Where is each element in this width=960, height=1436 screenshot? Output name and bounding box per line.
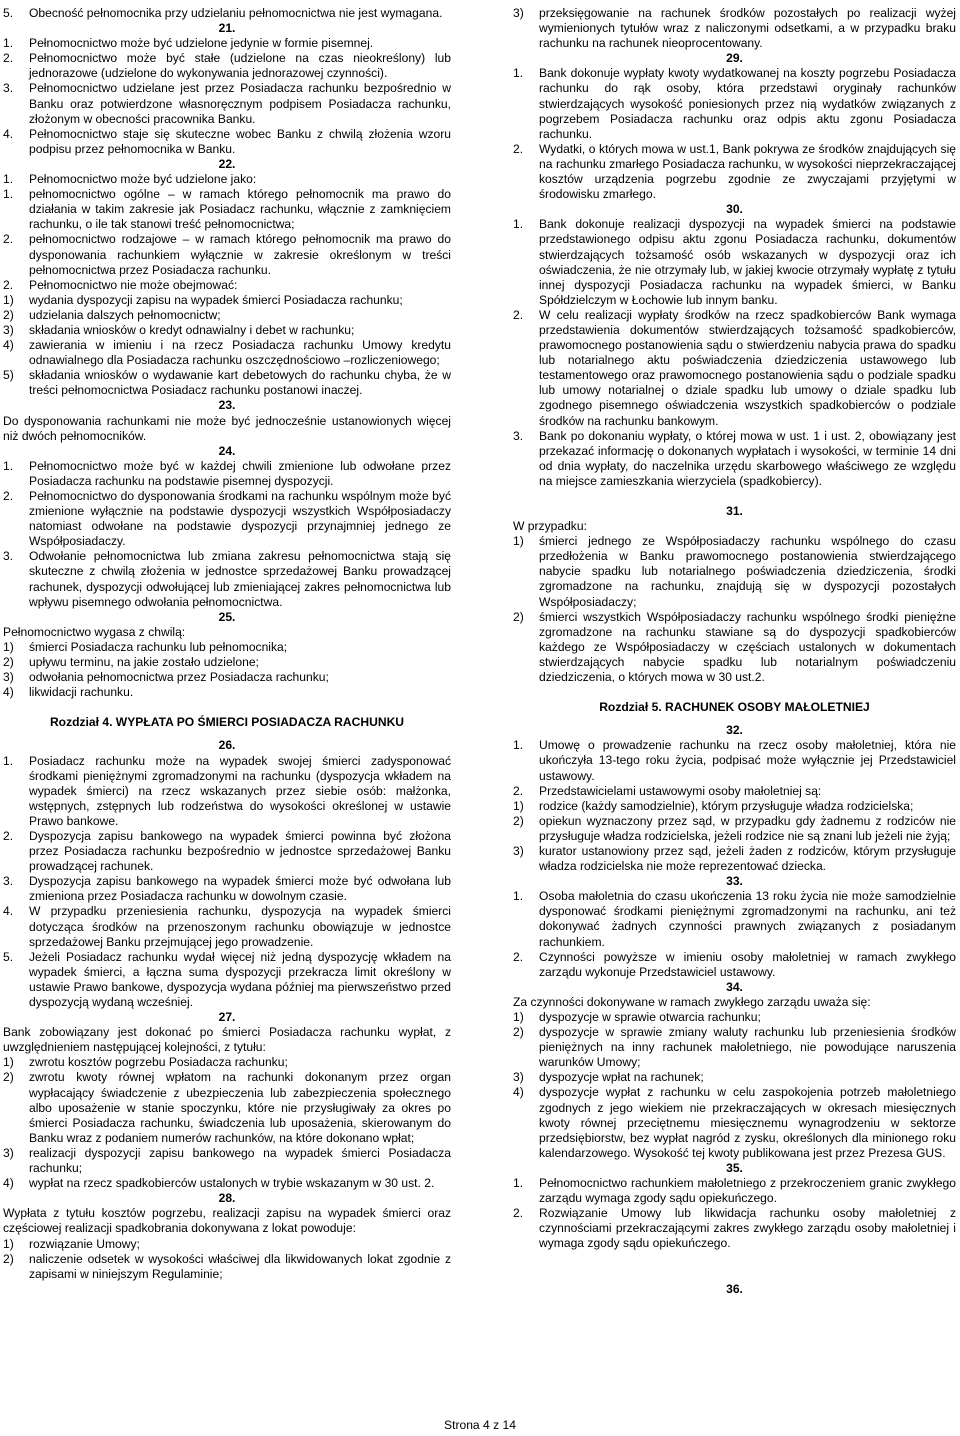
- item-text: dyspozycje w sprawie otwarcia rachunku;: [539, 1010, 761, 1024]
- item-text: Posiadacz rachunku może na wypadek swojej śmierci zadysponować środkami pieniężnymi zgromadzonymi na rachunku (dyspozycja wkładem na wypadek śmierci) na rzecz wskazanych przez siebie osób: małżonka, wstępnych, zstępnych lub rodzeństwa do wysokości określonej w ustawie Prawo bankowe.: [29, 753, 451, 828]
- item-text: Rozwiązanie Umowy lub likwidacja rachunku osoby małoletniej z czynnościami przekraczającymi zakres zwykłego zarządu osoby małoletniej i wymaga zgody sądu opiekuńczego.: [539, 1206, 956, 1251]
- item-text: Pełnomocnictwo może być udzielone jako:: [29, 172, 257, 187]
- item-text: udzielania dalszych pełnomocnictw;: [29, 307, 221, 322]
- spacer: [513, 1267, 956, 1282]
- item-number: 1): [3, 639, 14, 654]
- list-item: [3, 6, 451, 21]
- list-item: [3, 1146, 451, 1176]
- item-text: Pełnomocnictwo może być udzielone jedynie w formie pisemnej.: [29, 36, 374, 51]
- item-text: pełnomocnictwo ogólne – w ramach którego pełnomocnik ma prawo do działania w takim zakresie jak Posiadacz rachunku, włącznie z zamknięciem rachunku, o ile tak stanowi treść pełnomocnictwa;: [29, 187, 451, 232]
- item-text: dyspozycje wypłat z rachunku w celu zaspokojenia potrzeb małoletniego zgodnych z jego wiekiem nie przekraczających w okresach miesięcznych kwoty równej przeciętnemu miesięcznemu wynagrodzeniu w sektorze przedsiębiorstw, bez wypłat nagród z zysku, określonych dla minionego roku kalendarzowego. Wysokość tej kwoty publikowana jest przez Prezesa GUS.: [539, 1085, 956, 1160]
- item-text: śmierci jednego ze Współposiadaczy rachunku wspólnego do czasu przedłożenia w Banku prawomocnego postanowienia stwierdzającego nabycie spadku lub notarialnego poświadczenia dziedziczenia, środki zgromadzone na rachunku, znajdują się w dyspozycji pozostałych Współposiadaczy;: [539, 534, 956, 609]
- item-text: odwołania pełnomocnictwa przez Posiadacza rachunku;: [29, 670, 329, 685]
- list-item: [3, 685, 451, 700]
- list-item: [513, 799, 956, 814]
- list-item: [513, 429, 956, 489]
- paragraph: Wypłata z tytułu kosztów pogrzebu, realizacji zapisu na wypadek śmierci oraz częściowej realizacji spadkobrania dokonywana z lokat powoduje:: [3, 1206, 451, 1236]
- item-number: 4): [513, 1085, 524, 1100]
- list-item: [3, 1176, 451, 1191]
- list-item: [3, 187, 451, 232]
- item-number: 1): [3, 292, 14, 307]
- item-text: dyspozycje w sprawie zmiany waluty rachunku lub przeniesienia środków pieniężnych na inny rachunek małoletniego, nie powodujące naruszenia warunków Umowy;: [539, 1025, 956, 1070]
- list-item: [3, 293, 451, 308]
- list-item: [3, 338, 451, 368]
- item-text: opiekun wyznaczony przez sąd, w przypadku gdy żadnemu z rodziców nie przysługuje władza rodzicielska, jeżeli rodzice nie są znani lub jeżeli nie żyją;: [539, 813, 956, 843]
- item-number: 1): [513, 1010, 524, 1024]
- list-item: [513, 610, 956, 685]
- item-text: Odwołanie pełnomocnictwa lub zmiana zakresu pełnomocnictwa stają się skuteczne z chwilą złożenia w jednostce sprzedażowej Banku prowadzącej rachunek, dyspozycji odwołującej lub zmieniającej zakres pełnomocnictwa lub wpływu pisemnego odwołania pełnomocnictwa.: [29, 549, 451, 609]
- item-text: W celu realizacji wypłaty środków na rzecz spadkobierców Bank wymaga przedstawienia dokumentów stwierdzających tożsamość spadkobierców, prawomocnego postanowienia sądu o stwierdzeniu nabycia prawa do spadku lub notarialnego aktu poświadczenia dziedziczenia ustawowego lub testamentowego oraz prawomocnego postanowienia sądu o podziale spadku lub umowy notarialnej o dziale spadku lub umowy o dziale spadku lub zgodnego pisemnego oświadczenia wszystkich spadkobierców o podziale środków na rachunku bankowym.: [539, 307, 956, 428]
- list-item: [3, 36, 451, 51]
- list-item: [513, 1085, 956, 1160]
- item-text: wypłat na rzecz spadkobierców ustalonych w trybie wskazanym w 30 ust. 2.: [29, 1176, 435, 1191]
- item-number: 3): [3, 670, 14, 685]
- paragraph: Bank zobowiązany jest dokonać po śmierci Posiadacza rachunku wypłat, z uwzględnieniem następującej kolejności, z tytułu:: [3, 1025, 451, 1055]
- item-text: Dyspozycja zapisu bankowego na wypadek śmierci może być odwołana lub zmieniona przez Posiadacza rachunku w dowolnym czasie.: [29, 874, 451, 904]
- list-item: [513, 6, 956, 51]
- list-item: [513, 1025, 956, 1070]
- item-text: wydania dyspozycji zapisu na wypadek śmierci Posiadacza rachunku;: [29, 292, 403, 307]
- list-item: [513, 1176, 956, 1206]
- item-text: Obecność pełnomocnika przy udzielaniu pełnomocnictwa nie jest wymagana.: [29, 6, 443, 20]
- section-number: 29.: [726, 51, 743, 66]
- item-text: Pełnomocnictwo udzielane jest przez Posiadacza rachunku bezpośrednio w Banku oraz potwierdzone własnoręcznym podpisem Posiadacza rachunku, złożonym w obecności pracownika Banku.: [29, 81, 451, 126]
- list-item: [513, 889, 956, 949]
- section-number: 23.: [218, 398, 236, 413]
- list-item: [3, 1055, 451, 1070]
- list-item: [3, 489, 451, 549]
- paragraph: Pełnomocnictwo wygasa z chwilą:: [3, 624, 186, 639]
- page-footer: Strona 4 z 14: [444, 1418, 516, 1432]
- item-text: zwrotu kosztów pogrzebu Posiadacza rachunku;: [29, 1055, 288, 1070]
- item-number: 3): [513, 6, 524, 20]
- paragraph: Do dysponowania rachunkami nie może być jednocześnie ustanowionych więcej niż dwóch pełnomocników.: [3, 413, 451, 443]
- item-number: 2): [3, 1251, 14, 1266]
- section-number: 25.: [218, 609, 236, 624]
- item-number: 1.: [513, 738, 524, 753]
- item-number: 2): [513, 609, 524, 624]
- item-text: Pełnomocnictwo do dysponowania środkami na rachunku wspólnym może być zmienione wyłącznie na podstawie dyspozycji wszystkich Współposiadaczy natomiast odwołane na podstawie dyspozycji przynajmniej jednego ze Współposiadaczy.: [29, 489, 451, 549]
- list-item: [3, 549, 451, 609]
- item-number: 4): [3, 1176, 14, 1191]
- item-number: 3): [513, 843, 524, 858]
- spacer: [513, 685, 956, 700]
- spacer: [513, 489, 956, 504]
- section-number: 35.: [726, 1160, 743, 1175]
- item-number: 2): [3, 307, 14, 322]
- spacer: [513, 715, 956, 723]
- item-text: pełnomocnictwo rodzajowe – w ramach którego pełnomocnik ma prawo do dysponowania rachunkiem wyłącznie w zakresie określonym w treści pełnomocnictwa przez Posiadacza rachunku.: [29, 232, 451, 277]
- item-text: Przedstawicielami ustawowymi osoby małoletniej są:: [539, 783, 822, 798]
- paragraph: Za czynności dokonywane w ramach zwykłego zarządu uważa się:: [513, 994, 871, 1009]
- item-number: 2.: [513, 307, 524, 322]
- item-number: 1.: [513, 66, 524, 81]
- item-number: 3): [3, 1145, 14, 1160]
- item-number: 2.: [3, 277, 14, 292]
- item-number: 2.: [513, 783, 524, 798]
- item-text: W przypadku przeniesienia rachunku, dyspozycja na wypadek śmierci dotycząca środków na przenoszonym rachunku obowiązuje w jednostce sprzedażowej Banku przejmującej jego prowadzenie.: [29, 904, 451, 949]
- item-number: 2.: [3, 51, 14, 66]
- section-number: 34.: [726, 979, 743, 994]
- list-item: [513, 534, 956, 609]
- item-number: 1): [3, 1236, 14, 1251]
- item-text: składania wniosków o kredyt odnawialny i debet w rachunku;: [29, 322, 355, 337]
- list-item: [3, 368, 451, 398]
- item-text: Pełnomocnictwo może być w każdej chwili zmienione lub odwołane przez Posiadacza rachunku na podstawie pisemnej dyspozycji.: [29, 458, 451, 488]
- list-item: [3, 308, 451, 323]
- section-number: 32.: [726, 723, 743, 738]
- list-item: [513, 950, 956, 980]
- list-item: [3, 172, 451, 187]
- list-item: [513, 66, 956, 141]
- section-number: 33.: [726, 874, 743, 889]
- item-number: 4): [3, 338, 14, 353]
- item-text: dyspozycje wpłat na rachunek;: [539, 1070, 704, 1085]
- item-text: Dyspozycja zapisu bankowego na wypadek śmierci powinna być złożona przez Posiadacza rachunku bezpośrednio w jednostce sprzedażowej Banku prowadzącej rachunek.: [29, 828, 451, 874]
- item-number: 1.: [3, 753, 14, 768]
- item-number: 3): [513, 1070, 524, 1085]
- item-text: rodzice (każdy samodzielnie), którym przysługuje władza rodzicielska;: [539, 798, 914, 813]
- item-number: 1.: [3, 172, 14, 187]
- item-text: kurator ustanowiony przez sąd, jeżeli żaden z rodziców, którym przysługuje władza rodzicielska nie może reprezentować dziecka.: [539, 843, 956, 874]
- list-item: [3, 323, 451, 338]
- item-number: 3.: [3, 81, 14, 96]
- list-item: [513, 814, 956, 844]
- item-number: 4): [3, 685, 14, 700]
- chapter-heading: Rozdział 5. RACHUNEK OSOBY MAŁOLETNIEJ: [599, 700, 870, 715]
- item-number: 5.: [3, 6, 14, 20]
- item-text: Bank po dokonaniu wypłaty, o której mowa w ust. 1 i ust. 2, obowiązany jest przekazać informację o dokonanych wypłatach i wysokości, w terminie 14 dni od dnia wypłaty, do naczelnika urzędu skarbowego właściwego ze względu na miejsce zamieszkania wierzyciela (spadkobiercy).: [539, 428, 956, 488]
- item-number: 1): [513, 798, 524, 813]
- item-number: 1.: [3, 187, 14, 202]
- spacer: [3, 730, 451, 738]
- list-item: [3, 640, 451, 655]
- item-text: przeksięgowanie na rachunek środków pozostałych po realizacji wyżej wymienionych tytułów wraz z naliczonymi odsetkami, a w przypadku braku rachunku na rachunek nieoprocentowany.: [539, 6, 956, 51]
- list-item: [3, 232, 451, 277]
- item-number: 1): [3, 1055, 14, 1070]
- spacer: [513, 1252, 956, 1267]
- item-text: składania wniosków o wydawanie kart debetowych do rachunku chyba, że w treści pełnomocnictwa Posiadacz rachunku postanowi inaczej.: [29, 368, 451, 398]
- item-text: zawierania w imieniu i na rzecz Posiadacza rachunku Umowy kredytu odnawialnego dla Posiadacza rachunku oszczędnościowo –rozliczeniowego;: [29, 338, 451, 368]
- item-text: upływu terminu, na jakie zostało udzielone;: [29, 655, 259, 670]
- item-number: 2.: [513, 141, 524, 156]
- list-item: [3, 829, 451, 874]
- item-text: rozwiązanie Umowy;: [29, 1236, 140, 1251]
- list-item: [3, 1237, 451, 1252]
- item-text: Czynności powyższe w imieniu osoby małoletniej w ramach zwykłego zarządu wykonuje Przedstawiciel ustawowy.: [539, 949, 956, 979]
- list-item: [3, 51, 451, 81]
- list-item: [3, 459, 451, 489]
- item-number: 4.: [3, 904, 14, 919]
- list-item: [3, 904, 451, 949]
- list-item: [3, 754, 451, 829]
- section-number: 21.: [218, 21, 236, 36]
- item-text: zwrotu kwoty równej wpłatom na rachunki dokonanym przez organ wypłacający świadczenie z ubezpieczenia lub zabezpieczenia społecznego albo uposażenie w stanie spoczynku, które nie przysługiwały za okres po śmierci Posiadacza rachunku, świadczenia lub uposażenia, skierowanym do Banku wraz z podaniem numerów rachunków, na które dokonano wpłat;: [29, 1070, 451, 1145]
- item-number: 1.: [513, 889, 524, 904]
- list-item: [513, 142, 956, 202]
- list-item: [3, 670, 451, 685]
- item-number: 4.: [3, 126, 14, 141]
- item-number: 1): [513, 534, 524, 549]
- section-number: 24.: [218, 443, 236, 458]
- item-number: 1.: [3, 458, 14, 473]
- item-number: 3.: [3, 874, 14, 889]
- item-number: 5): [3, 368, 14, 383]
- section-number: 28.: [218, 1191, 236, 1206]
- section-number: 30.: [726, 202, 743, 217]
- item-text: Bank dokonuje wypłaty kwoty wydatkowanej na koszty pogrzebu Posiadacza rachunku do rąk osoby, która przedstawi oryginały rachunków stwierdzających wysokość poniesionych przez nią wydatków związanych z pogrzebem Posiadacza rachunku oraz odpis aktu zgonu Posiadacza rachunku.: [539, 66, 956, 141]
- list-item: [3, 950, 451, 1010]
- item-number: 2.: [513, 949, 524, 964]
- list-item: [513, 308, 956, 429]
- item-text: śmierci wszystkich Współposiadaczy rachunku wspólnego środki pieniężne zgromadzone na rachunku stawiane są do dyspozycji spadkobierców każdego ze Współposiadaczy w częściach ustalonych w dokumentach stwierdzających nabycie spadku lub notarialnym poświadczeniu dziedziczenia, o których mowa w 30 ust.2.: [539, 609, 956, 685]
- list-item: [3, 655, 451, 670]
- item-number: 3): [3, 322, 14, 337]
- item-text: likwidacji rachunku.: [29, 685, 134, 700]
- list-item: [513, 1070, 956, 1085]
- item-text: śmierci Posiadacza rachunku lub pełnomocnika;: [29, 639, 288, 654]
- item-number: 2.: [3, 489, 14, 503]
- item-number: 1.: [513, 1176, 524, 1191]
- list-item: [513, 738, 956, 783]
- list-item: [513, 1010, 956, 1025]
- spacer: [3, 700, 451, 715]
- item-number: 2.: [513, 1206, 524, 1221]
- section-number: 26.: [218, 738, 236, 753]
- section-number: 36.: [726, 1281, 743, 1296]
- section-number: 31.: [726, 504, 743, 518]
- item-text: Umowę o prowadzenie rachunku na rzecz osoby małoletniej, która nie ukończyła 13-tego roku życia, podpisać może wyłącznie jej Przedstawiciel ustawowy.: [539, 738, 956, 783]
- left-column: [3, 6, 451, 1282]
- list-item: [3, 1252, 451, 1282]
- item-number: 2.: [3, 232, 14, 247]
- item-text: Pełnomocnictwo nie może obejmować:: [29, 277, 238, 292]
- item-number: 2.: [3, 828, 14, 843]
- chapter-heading: Rozdział 4. WYPŁATA PO ŚMIERCI POSIADACZA RACHUNKU: [49, 715, 405, 730]
- item-text: Pełnomocnictwo może być stałe (udzielone na czas nieokreślony) lub jednorazowe (udzielone do wykonywania jednorazowej czynności).: [29, 51, 451, 81]
- list-item: [513, 217, 956, 308]
- item-number: 3.: [513, 428, 524, 443]
- right-column: [513, 6, 956, 1297]
- item-text: Wydatki, o których mowa w ust.1, Bank pokrywa ze środków znajdujących się na rachunku zmarłego Posiadacza rachunku, w wysokości nieprzekraczającej kosztów urządzenia pogrzebu zgodnie ze zwyczajami przyjętymi w środowisku zmarłego.: [539, 141, 956, 202]
- list-item: [513, 1206, 956, 1251]
- list-item: [513, 844, 956, 874]
- item-text: Jeżeli Posiadacz rachunku wydał więcej niż jedną dyspozycję wkładem na wypadek śmierci, a łączna suma dyspozycji przekracza limit określony w ustawie Prawo bankowe, dyspozycja wydana później ma pierwszeństwo przed dyspozycją wydaną wcześniej.: [29, 949, 451, 1009]
- section-number: 27.: [218, 1010, 236, 1025]
- item-text: naliczenie odsetek w wysokości właściwej dla likwidowanych lokat zgodnie z zapisami w niniejszym Regulaminie;: [29, 1251, 451, 1281]
- item-number: 2): [3, 655, 14, 670]
- item-number: 1.: [3, 36, 14, 51]
- list-item: [3, 278, 451, 293]
- item-text: Bank dokonuje realizacji dyspozycji na wypadek śmierci na podstawie przedstawionego odpisu aktu zgonu Posiadacza rachunku, dokumentów stwierdzających tożsamość osób wskazanych w dyspozycji oraz ich oświadczenia, że nie otrzymały lub, w jakiej kwocie otrzymały wypłatę z tytułu innej dyspozycji Posiadacza rachunku na wypadek śmierci, w Banku Spółdzielczym w Łochowie lub innym banku.: [539, 217, 956, 307]
- list-item: [3, 127, 451, 157]
- item-number: 2): [3, 1070, 14, 1085]
- item-number: 3.: [3, 549, 14, 564]
- paragraph: W przypadku:: [513, 519, 587, 534]
- item-number: 2): [513, 1025, 524, 1040]
- section-number: 22.: [218, 156, 236, 171]
- list-item: [3, 1070, 451, 1145]
- list-item: [3, 81, 451, 126]
- item-number: 2): [513, 813, 524, 828]
- item-text: Pełnomocnictwo rachunkiem małoletniego z przekroczeniem granic zwykłego zarządu wymaga zgody sądu opiekuńczego.: [539, 1176, 956, 1206]
- item-text: Pełnomocnictwo staje się skuteczne wobec Banku z chwilą złożenia wzoru podpisu przez pełnomocnika w Banku.: [29, 126, 451, 156]
- item-number: 5.: [3, 949, 14, 964]
- item-number: 1.: [513, 217, 524, 232]
- item-text: realizacji dyspozycji zapisu bankowego na wypadek śmierci Posiadacza rachunku;: [29, 1145, 451, 1176]
- list-item: [513, 784, 956, 799]
- item-text: Osoba małoletnia do czasu ukończenia 13 roku życia nie może samodzielnie dysponować środkami pieniężnymi zgromadzonymi na rachunku, ani też dokonywać żadnych czynności prawnych związanych z posiadanym rachunkiem.: [539, 889, 956, 949]
- list-item: [3, 874, 451, 904]
